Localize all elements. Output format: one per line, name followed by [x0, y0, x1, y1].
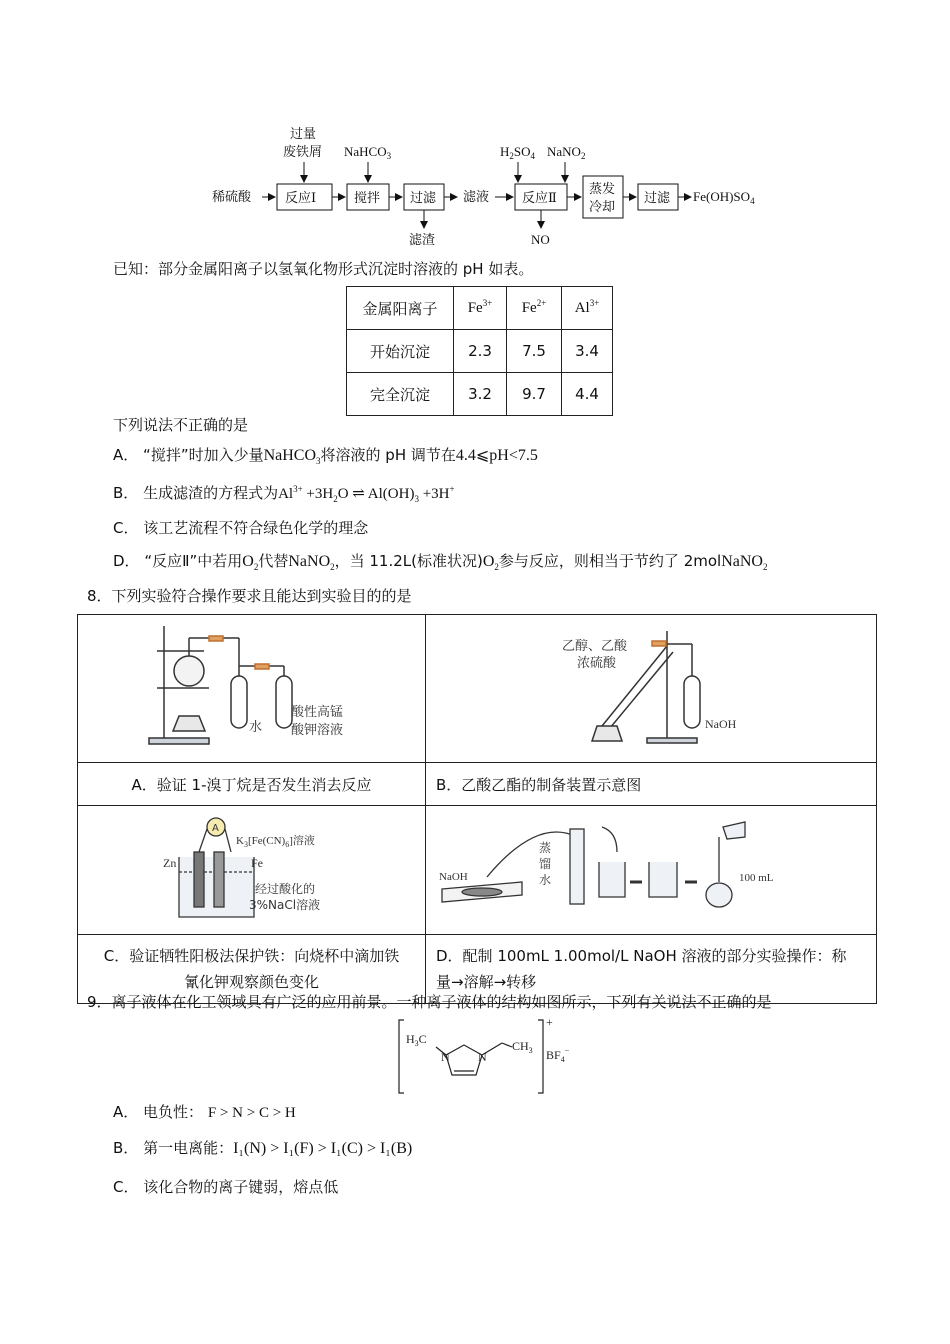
figure-b-apparatus — [427, 616, 875, 757]
reagents-label-1: 乙醇、乙酸 — [562, 639, 628, 654]
q8-stem: 8．下列实验符合操作要求且能达到实验目的的是 — [87, 587, 412, 605]
zn-label: Zn — [163, 856, 177, 870]
evaporate-label-2: 冷却 — [589, 199, 616, 214]
reaction1-label: 反应Ⅰ — [285, 190, 317, 205]
water-label: 水 — [249, 720, 263, 735]
naoh-label: NaOH — [705, 717, 737, 731]
option-a-caption: A．验证 1-溴丁烷是否发生消去反应 — [78, 763, 426, 806]
q7-option-c: C． 该工艺流程不符合绿色化学的理念 — [113, 519, 369, 537]
q9-option-a: A． 电负性： F > N > C > H — [113, 1103, 296, 1121]
figure-a-cell — [78, 615, 426, 763]
table-cell: $Fe^{2+}$ — [507, 287, 562, 330]
waste-iron-label-2: 废铁屑 — [283, 144, 323, 159]
figure-a-apparatus — [79, 616, 424, 757]
reagents-label-2: 浓硫酸 — [577, 656, 617, 671]
solution-label-1: 经过酸化的 — [255, 882, 316, 896]
process-flow-diagram — [200, 120, 780, 255]
figure-d-cell — [426, 806, 877, 935]
water-label-1: 蒸 — [539, 841, 552, 855]
methyl-left-label: $H_3C$ — [406, 1032, 427, 1048]
table-cell: 开始沉淀 — [347, 330, 454, 373]
volume-label: 100 mL — [739, 872, 774, 884]
stir-label: 搅拌 — [354, 190, 381, 205]
no-label: NO — [531, 232, 550, 247]
svg-text:Fe(OH)SO4: $Fe(OH)SO_4$ — [693, 189, 755, 206]
table-cell: 9.7 — [507, 373, 562, 416]
svg-text:NaHCO3: NaHCO$_3$ — [344, 144, 392, 161]
table-cell: $Al^{3+}$ — [562, 287, 613, 330]
option-c-caption: C．验证牺牲阳极法保护铁：向烧杯中滴加铁 氰化钾观察颜色变化 — [78, 935, 426, 1004]
solution-label-2: 3%NaCl溶液 — [249, 898, 321, 912]
option-b-caption: B．乙酸乙酯的制备装置示意图 — [426, 763, 877, 806]
table-cell: 3.4 — [562, 330, 613, 373]
nitrogen-left-label: N — [441, 1050, 450, 1064]
table-cell: 3.2 — [454, 373, 507, 416]
table-row — [347, 373, 613, 416]
svg-text:NaNO2: NaNO$_2$ — [547, 144, 586, 161]
figure-b-cell — [426, 615, 877, 763]
kmno4-label-2: 酸钾溶液 — [291, 723, 344, 738]
naoh-label: NaOH — [439, 871, 468, 883]
figure-c-cell — [78, 806, 426, 935]
q7-option-b: B． 生成滤渣的方程式为$Al^{3+} +3H_2O$ ⇌ $Al(OH)_3 +3H^+$ — [113, 484, 455, 504]
q7-option-a: A． “搅拌”时加入少量NaHCO$_3$将溶液的 pH 调节在4.4⩽pH<7.5 — [113, 446, 538, 466]
waste-iron-label-1: 过量 — [290, 126, 317, 141]
water-label-2: 馏 — [539, 857, 552, 871]
table-row — [347, 330, 613, 373]
q7-stem: 下列说法不正确的是 — [113, 416, 249, 434]
fe-label: Fe — [251, 856, 263, 870]
reagent-label: $K_3[Fe(CN)_6]$溶液 — [236, 835, 315, 849]
table-cell: 金属阳离子 — [347, 287, 454, 330]
cation-charge: + — [546, 1015, 553, 1029]
nano2-label: NaNO — [547, 144, 581, 159]
ionic-liquid-structure — [396, 1015, 570, 1097]
feed-label: 稀硫酸 — [212, 189, 252, 204]
ph-table — [346, 286, 613, 416]
product-label: Fe(OH)SO — [693, 189, 751, 204]
table-cell: 4.4 — [562, 373, 613, 416]
table-cell: 7.5 — [507, 330, 562, 373]
ammeter-label: A — [212, 823, 219, 834]
figure-c-apparatus — [79, 807, 424, 929]
water-label-3: 水 — [539, 873, 552, 887]
svg-text:H2SO4: $H_2SO_4$ — [500, 144, 536, 161]
table-cell: 2.3 — [454, 330, 507, 373]
figure-d-apparatus — [427, 807, 875, 929]
reaction2-label: 反应Ⅱ — [522, 190, 557, 205]
q9-option-c: C． 该化合物的离子键弱，熔点低 — [113, 1178, 339, 1196]
kmno4-label-1: 酸性高锰 — [291, 705, 344, 720]
option-d-caption: D．配制 100mL 1.00mol/L NaOH 溶液的部分实验操作：称 量→溶解→转移 — [426, 935, 877, 1004]
filtrate-label: 滤液 — [463, 189, 490, 204]
q9-stem: 9．离子液体在化工领域具有广泛的应用前景。一种离子液体的结构如图所示，下列有关说法不正确的是 — [87, 993, 772, 1011]
anion-label: $BF_4^-$ — [546, 1046, 570, 1064]
q9-option-b: B． 第一电离能：I₁(N) > I₁(F) > I₁(C) > I₁(B) — [113, 1139, 413, 1157]
q7-option-d: D． “反应Ⅱ”中若用$O_2$代替NaNO$_2$，当 11.2L(标准状况)$O_2$参与反应，则相当于节约了 2molNaNO$_2$ — [113, 552, 768, 572]
table-cell: 完全沉淀 — [347, 373, 454, 416]
q8-experiment-table — [77, 614, 877, 1004]
table-header-row — [347, 287, 613, 330]
nitrogen-right-label: N — [478, 1050, 487, 1064]
filter2-label: 过滤 — [644, 190, 671, 205]
nahco3-label: NaHCO — [344, 144, 387, 159]
known-text: 已知：部分金属阳离子以氢氧化物形式沉淀时溶液的 pH 如表。 — [113, 260, 534, 278]
methyl-right-label: $CH_3$ — [512, 1039, 533, 1055]
residue-label: 滤渣 — [409, 232, 436, 247]
filter1-label: 过滤 — [410, 190, 437, 205]
h2so4-label: H — [500, 144, 510, 159]
evaporate-label-1: 蒸发 — [589, 181, 616, 196]
table-cell: $Fe^{3+}$ — [454, 287, 507, 330]
